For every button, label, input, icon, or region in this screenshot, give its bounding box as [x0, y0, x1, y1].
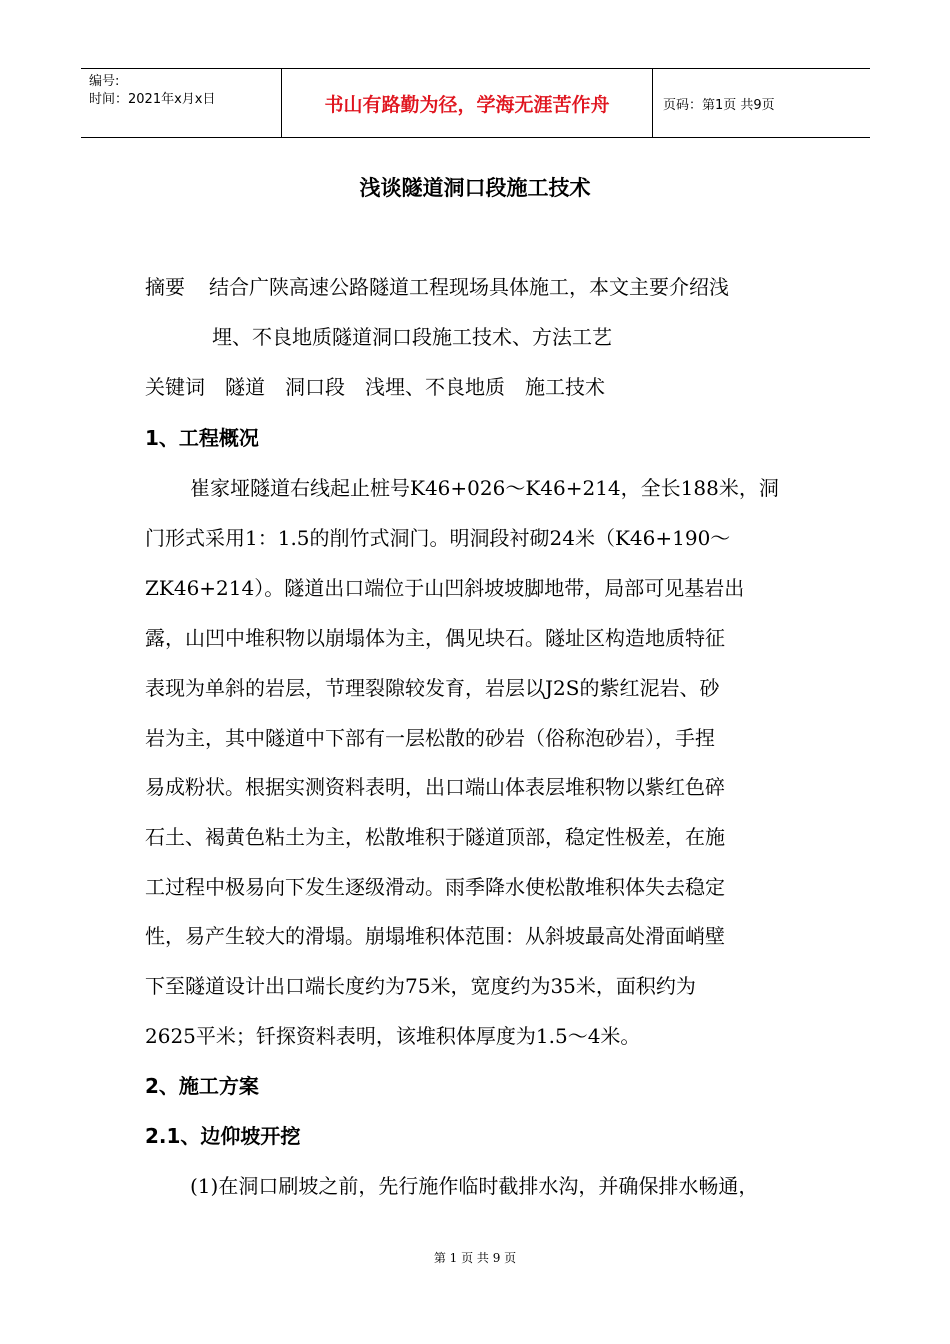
- paragraph-line: 门形式采用1：1.5的削竹式洞门。明洞段衬砌24米（K46+190～: [145, 526, 731, 550]
- keyword-item: 洞口段: [285, 375, 345, 399]
- document-time: 时间：2021年x月x日: [89, 92, 216, 107]
- document-number-label: 编号:: [89, 74, 120, 89]
- paragraph-line: 表现为单斜的岩层，节理裂隙较发育，岩层以J2S的紫红泥岩、砂: [145, 676, 720, 700]
- paragraph-line: 易成粉状。根据实测资料表明，出口端山体表层堆积物以紫红色碎: [145, 775, 725, 799]
- abstract-text-1: 结合广陕高速公路隧道工程现场具体施工，本文主要介绍浅: [209, 275, 729, 299]
- abstract-line-1: [145, 271, 729, 300]
- document-title: 浅谈隧道洞口段施工技术: [359, 176, 591, 200]
- paragraph-line: 崔家垭隧道右线起止桩号K46+026～K46+214，全长188米，洞: [190, 476, 779, 500]
- keywords-line: [145, 371, 605, 400]
- keyword-item: 浅埋、不良地质: [365, 375, 505, 399]
- paragraph-line: (1)在洞口刷坡之前，先行施作临时截排水沟，并确保排水畅通，: [190, 1174, 759, 1198]
- document-header: [81, 68, 870, 138]
- paragraph-line: 石土、褐黄色粘土为主，松散堆积于隧道顶部，稳定性极差，在施: [145, 825, 725, 849]
- abstract-text-2: 埋、不良地质隧道洞口段施工技术、方法工艺: [212, 325, 612, 349]
- header-page-info: 页码：第1页 共9页: [663, 97, 775, 113]
- section-2-1-heading: 2.1、边仰坡开挖: [145, 1124, 301, 1148]
- header-motto: 书山有路勤为径，学海无涯苦作舟: [281, 69, 653, 137]
- paragraph-line: 性，易产生较大的滑塌。崩塌堆积体范围：从斜坡最高处滑面峭壁: [145, 924, 725, 948]
- paragraph-line: ZK46+214）。隧道出口端位于山凹斜坡坡脚地带，局部可见基岩出: [145, 576, 745, 600]
- keywords-label: 关键词: [145, 375, 205, 399]
- section-2-heading: 2、施工方案: [145, 1074, 259, 1098]
- section-1-heading: 1、工程概况: [145, 426, 259, 450]
- paragraph-line: 2625平米；钎探资料表明，该堆积体厚度为1.5～4米。: [145, 1024, 641, 1048]
- paragraph-line: 下至隧道设计出口端长度约为75米，宽度约为35米，面积约为: [145, 974, 696, 998]
- keyword-item: 隧道: [225, 375, 265, 399]
- abstract-label: 摘要: [145, 275, 185, 299]
- paragraph-line: 岩为主，其中隧道中下部有一层松散的砂岩（俗称泡砂岩），手捏: [145, 726, 715, 750]
- page-footer: 第 1 页 共 9 页: [433, 1251, 517, 1265]
- paragraph-line: 工过程中极易向下发生逐级滑动。雨季降水使松散堆积体失去稳定: [145, 875, 725, 899]
- header-meta: [81, 69, 281, 137]
- paragraph-line: 露，山凹中堆积物以崩塌体为主，偶见块石。隧址区构造地质特征: [145, 626, 725, 650]
- keyword-item: 施工技术: [525, 375, 605, 399]
